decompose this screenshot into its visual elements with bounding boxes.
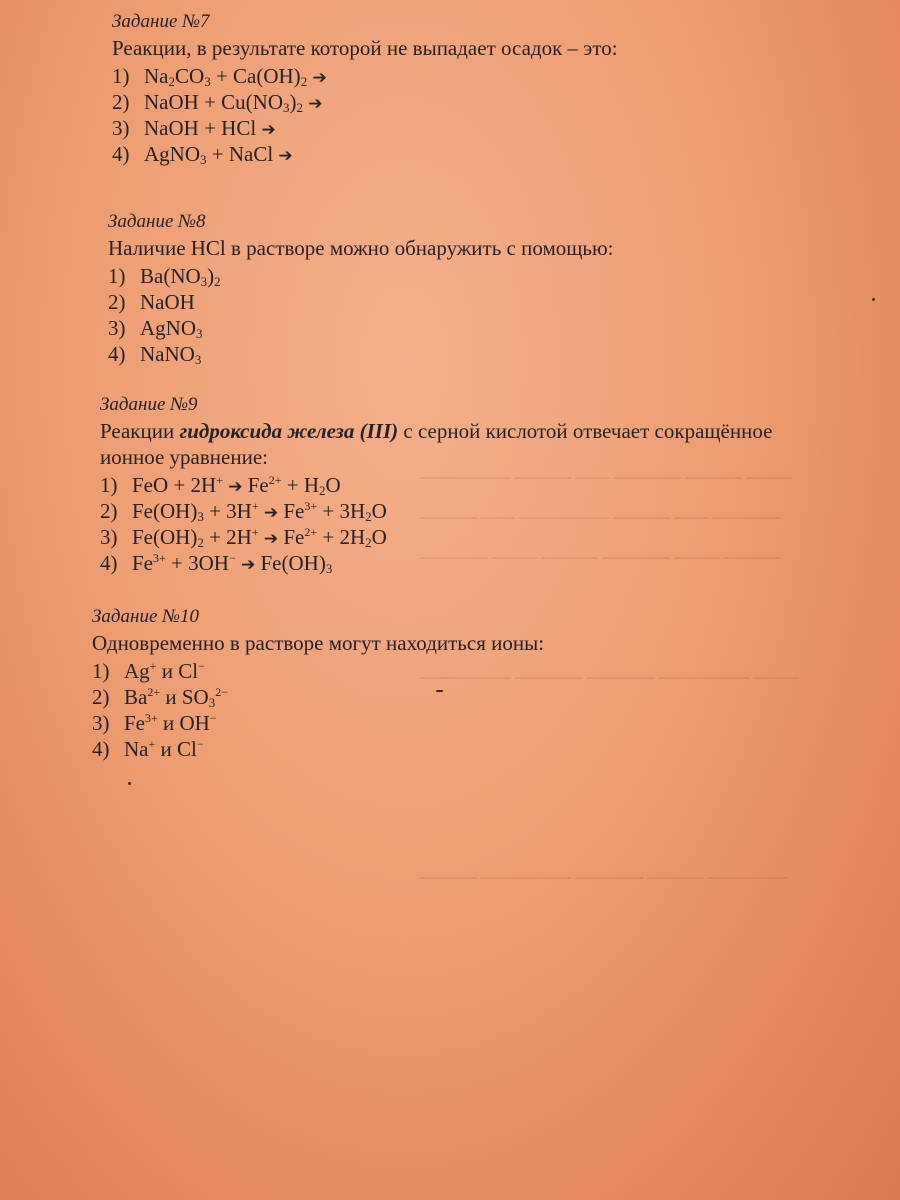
show-through-text: ───── ──────── ────── ───── ─────── xyxy=(420,870,788,887)
answer-option xyxy=(112,115,618,141)
answer-option xyxy=(92,658,544,684)
task-question: Реакции, в результате которой не выпадает осадок – это: xyxy=(112,36,618,60)
option-number: 3) xyxy=(112,116,130,140)
task-9 xyxy=(100,393,772,576)
option-number: 4) xyxy=(112,142,130,166)
answer-option xyxy=(92,684,544,710)
answer-option xyxy=(112,89,618,115)
task-title: Задание №8 xyxy=(108,211,206,232)
question-line-2: ионное уравнение: xyxy=(100,445,268,469)
option-number: 2) xyxy=(92,685,110,709)
question-prefix: Реакции xyxy=(100,419,175,443)
task-question: Наличие HCl в растворе можно обнаружить с помощью: xyxy=(108,236,614,260)
option-formula: $Fe^{3+} + 3OH^-$ ➔ $Fe(OH)_3$ xyxy=(132,551,333,576)
task-question: Одновременно в растворе могут находиться ионы: xyxy=(92,631,545,655)
option-number: 1) xyxy=(100,473,118,497)
option-number: 4) xyxy=(92,737,110,761)
task-10 xyxy=(92,605,544,762)
option-formula: $Ba(NO_3)_2$ xyxy=(140,264,221,289)
task-title: Задание №10 xyxy=(92,606,200,627)
arrow-icon: ➔ xyxy=(308,94,323,114)
answer-option xyxy=(108,289,614,315)
show-through-text: ──────── ───── ─── ────── ───── ──── xyxy=(420,470,792,487)
arrow-icon: ➔ xyxy=(263,529,279,549)
option-number: 1) xyxy=(112,64,130,88)
question-emphasis: гидроксида железа (III) xyxy=(179,419,399,443)
answer-option xyxy=(100,524,772,550)
show-through-text: ────── ──── ───── ────── ──── ───── xyxy=(420,550,781,567)
option-number: 1) xyxy=(92,659,110,683)
option-ions: Na+ и Cl− xyxy=(124,737,204,761)
show-through-text: ───── ─── ──────── ───── ─── ────── xyxy=(420,510,781,527)
option-formula: $Fe(OH)_2 + 2H^+$ ➔ $Fe^{2+} + 2H_2O$ xyxy=(132,525,387,550)
option-ions: $Fe^{3+}$ и OH− xyxy=(124,711,217,735)
task-question xyxy=(100,418,772,444)
option-formula: NaOH + HCl ➔ xyxy=(144,116,276,140)
option-formula: NaOH + $Cu(NO_3)_2$ ➔ xyxy=(144,90,323,115)
option-formula: AgNO$_3$ xyxy=(140,316,203,341)
arrow-icon: ➔ xyxy=(241,555,256,575)
option-ions: $Ba^{2+}$ и $SO_3^{2-}$ xyxy=(124,685,228,710)
ink-mark xyxy=(128,782,131,785)
option-formula: $Fe(OH)_3 + 3H^+$ ➔ $Fe^{3+} + 3H_2O$ xyxy=(132,499,387,524)
answer-option xyxy=(108,315,614,341)
option-formula: FeO + 2H+ ➔ $Fe^{2+} + H_2O$ xyxy=(132,473,341,498)
option-ions: Ag+ и Cl− xyxy=(124,659,205,683)
answer-option xyxy=(112,63,618,89)
option-formula: AgNO$_3$ + NaCl ➔ xyxy=(144,142,293,167)
task-7 xyxy=(112,10,618,167)
answer-option xyxy=(100,550,772,576)
arrow-icon: ➔ xyxy=(312,68,327,88)
option-number: 3) xyxy=(92,711,110,735)
question-suffix: с серной кислотой отвечает сокращённое xyxy=(403,419,773,443)
answer-option xyxy=(108,263,614,289)
option-number: 3) xyxy=(100,525,118,549)
option-number: 1) xyxy=(108,264,126,288)
option-formula: NaNO$_3$ xyxy=(140,342,202,367)
task-8 xyxy=(108,210,614,367)
arrow-icon: ➔ xyxy=(228,477,243,497)
answer-option xyxy=(112,141,618,167)
option-number: 4) xyxy=(108,342,126,366)
arrow-icon: ➔ xyxy=(263,503,279,523)
answer-option xyxy=(92,710,544,736)
option-number: 2) xyxy=(108,290,126,314)
option-formula: $Na_2CO_3 + Ca(OH)_2$ ➔ xyxy=(144,64,327,89)
arrow-icon: ➔ xyxy=(278,146,293,166)
task-title: Задание №9 xyxy=(100,394,198,415)
ink-mark xyxy=(872,298,875,301)
option-formula: NaOH xyxy=(140,290,195,314)
option-number: 2) xyxy=(112,90,130,114)
show-through-text: ──────── ────── ────── ──────── ──── xyxy=(420,670,799,687)
task-title: Задание №7 xyxy=(112,11,210,32)
option-number: 4) xyxy=(100,551,118,575)
option-number: 3) xyxy=(108,316,126,340)
answer-option xyxy=(108,341,614,367)
arrow-icon: ➔ xyxy=(261,120,276,140)
answer-option xyxy=(100,498,772,524)
answer-option xyxy=(100,472,772,498)
option-number: 2) xyxy=(100,499,118,523)
answer-option xyxy=(92,736,544,762)
ink-mark xyxy=(436,690,443,692)
